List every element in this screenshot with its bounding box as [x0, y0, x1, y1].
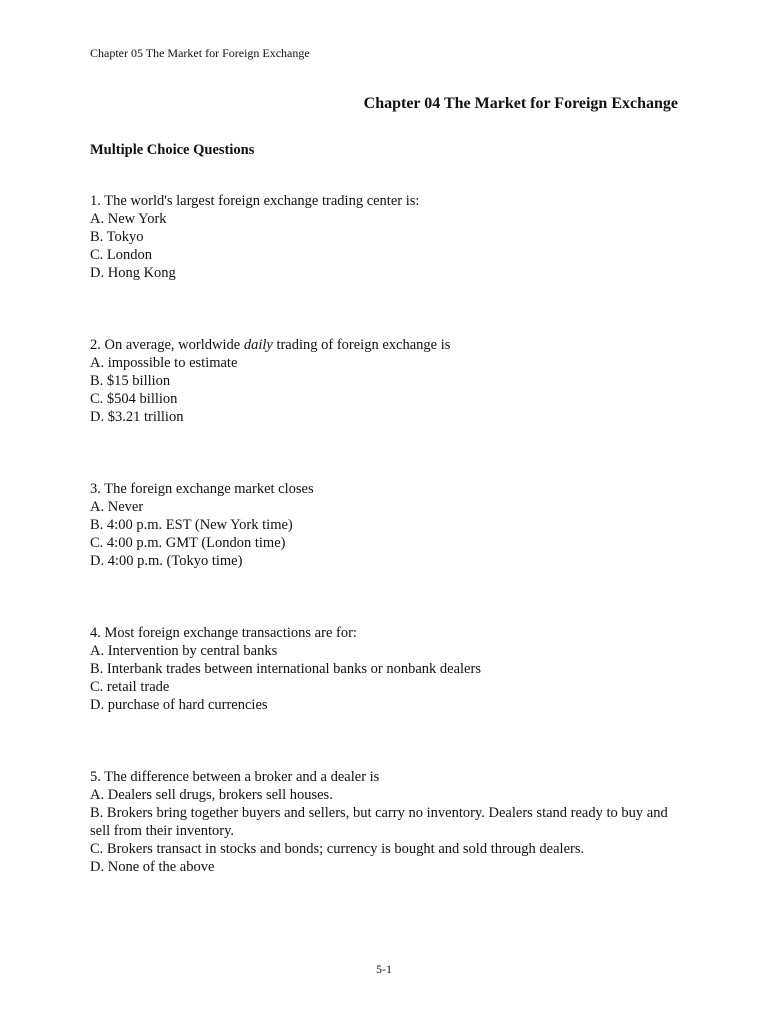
option-a: A. New York: [90, 211, 167, 227]
question-stem: 5. The difference between a broker and a dealer is: [90, 769, 380, 785]
question-2: [90, 336, 680, 426]
option-b: B. Brokers bring together buyers and sellers, but carry no inventory. Dealers stand ready to buy and sell from their inventory.: [90, 805, 668, 839]
page-number: 5-1: [376, 962, 392, 976]
question-stem: 4. Most foreign exchange transactions are for:: [90, 625, 357, 641]
option-d: D. 4:00 p.m. (Tokyo time): [90, 553, 243, 569]
option-b: B. Tokyo: [90, 229, 144, 245]
option-a: A. Never: [90, 499, 144, 515]
option-c: C. 4:00 p.m. GMT (London time): [90, 535, 286, 551]
option-a: A. impossible to estimate: [90, 355, 238, 371]
question-stem: 1. The world's largest foreign exchange trading center is:: [90, 193, 420, 209]
running-header: Chapter 05 The Market for Foreign Exchange: [90, 46, 310, 60]
question-stem: 3. The foreign exchange market closes: [90, 481, 314, 497]
option-b: B. Interbank trades between international banks or nonbank dealers: [90, 661, 481, 677]
option-c: C. retail trade: [90, 679, 170, 695]
question-4: [90, 624, 680, 714]
question-stem: [90, 336, 680, 354]
question-1: [90, 192, 680, 282]
option-d: D. None of the above: [90, 859, 215, 875]
option-c: C. London: [90, 247, 153, 263]
option-d: D. purchase of hard currencies: [90, 697, 268, 713]
question-3: [90, 480, 680, 570]
option-d: D. $3.21 trillion: [90, 409, 184, 425]
option-c: C. Brokers transact in stocks and bonds; currency is bought and sold through dealers.: [90, 841, 585, 857]
option-b: B. $15 billion: [90, 373, 171, 389]
option-a: A. Intervention by central banks: [90, 643, 278, 659]
question-5: [90, 768, 680, 876]
stem-text: 2. On average, worldwide: [90, 337, 244, 353]
stem-emphasis: daily: [243, 337, 273, 353]
option-a: A. Dealers sell drugs, brokers sell houses.: [90, 787, 333, 803]
section-heading: Multiple Choice Questions: [90, 142, 255, 158]
option-c: C. $504 billion: [90, 391, 178, 407]
option-b: B. 4:00 p.m. EST (New York time): [90, 517, 293, 533]
option-d: D. Hong Kong: [90, 265, 176, 281]
chapter-title: Chapter 04 The Market for Foreign Exchange: [363, 95, 678, 112]
stem-text: trading of foreign exchange is: [272, 337, 451, 353]
